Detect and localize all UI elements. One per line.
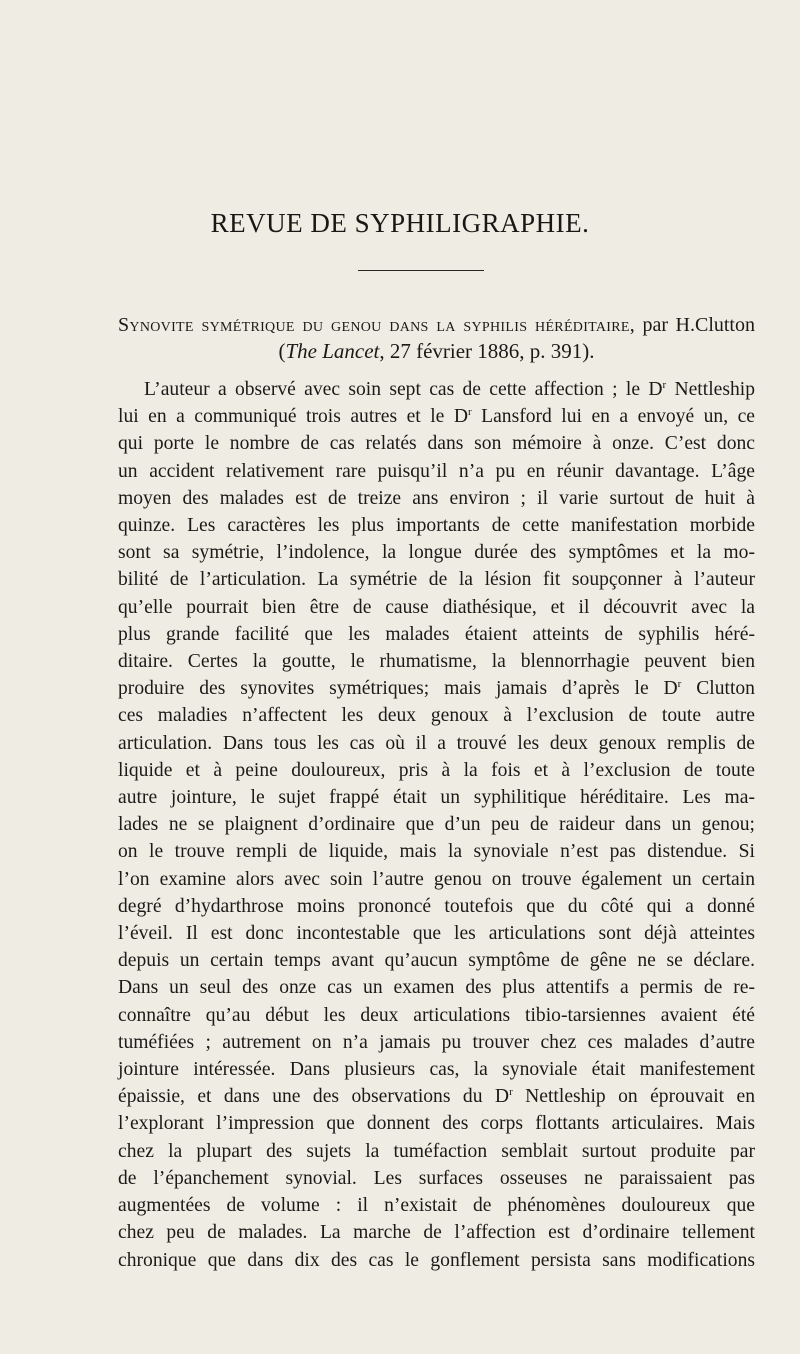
article-heading-line (118, 312, 755, 338)
body-line: produire des synovites symétriques; mais jamais d’après le $D^r$ Clutton (118, 678, 755, 700)
body-line: tuméfiées ; autrement on n’a jamais pu trouver chez ces malades d’autre (118, 1031, 755, 1053)
article-heading (118, 312, 755, 364)
body-line: on le trouve rempli de liquide, mais la synoviale n’est pas distendue. Si (118, 841, 755, 863)
body-line: L’auteur a observé avec soin sept cas de cette affection ; le $D^r$ Nettleship (144, 379, 755, 400)
title-rule (358, 270, 484, 271)
body-line: chez la plupart des sujets la tuméfaction semblait surtout produite par (118, 1140, 755, 1162)
body-line: autre jointure, le sujet frappé était un syphilitique héréditaire. Les ma- (118, 787, 755, 809)
page-title: REVUE DE SYPHILIGRAPHIE. (210, 208, 590, 238)
body-line: chez peu de malades. La marche de l’affection est d’ordinaire tellement (118, 1222, 755, 1244)
citation-details: , 27 février 1886, p. 391). (379, 339, 595, 363)
body-line: ces maladies n’affectent les deux genoux à l’exclusion de toute autre (118, 705, 755, 727)
body-line: quinze. Les caractères les plus importants de cette manifestation morbide (118, 515, 755, 537)
body-line: sont sa symétrie, l’indolence, la longue durée des symptômes et la mo- (118, 542, 755, 564)
body-line: ditaire. Certes la goutte, le rhumatisme, la blennorrhagie peuvent bien (118, 651, 755, 673)
body-line: depuis un certain temps avant qu’aucun symptôme de gêne ne se déclare. (118, 950, 755, 972)
article-citation (118, 338, 755, 364)
body-line: jointure intéressée. Dans plusieurs cas, la synoviale était manifestement (118, 1059, 755, 1081)
body-line: augmentées de volume : il n’existait de phénomènes douloureux que (118, 1195, 755, 1217)
article-heading-author: par H.Clutton (642, 314, 755, 336)
body-line: épaissie, et dans une des observations du $D^r$ Nettleship on éprouvait en (118, 1086, 755, 1108)
body-line: l’éveil. Il est donc incontestable que les articulations sont déjà atteintes (118, 923, 755, 945)
body-line: l’explorant l’impression que donnent des corps flottants articulaires. Mais (118, 1113, 755, 1135)
body-line: moyen des malades est de treize ans environ ; il varie surtout de huit à (118, 487, 755, 509)
body-line: qu’elle pourrait bien être de cause diathésique, et il découvrit avec la (118, 596, 755, 618)
body-line: connaître qu’au début les deux articulations tibio-tarsiennes avaient été (118, 1004, 755, 1026)
body-line: de l’épanchement synovial. Les surfaces osseuses ne paraissaient pas (118, 1167, 755, 1189)
body-line: qui porte le nombre de cas relatés dans son mémoire à onze. C’est donc (118, 433, 755, 455)
citation-open: ( (278, 339, 286, 363)
article-heading-title: Synovite symétrique du genou dans la syphilis héréditaire, (118, 314, 636, 336)
body-line: bilité de l’articulation. La symétrie de la lésion fit soupçonner à l’auteur (118, 569, 755, 591)
citation-journal: The Lancet (285, 339, 380, 363)
body-line: l’on examine alors avec soin l’autre genou on trouve également un certain (118, 868, 755, 890)
article-body (118, 376, 755, 1274)
body-line: lui en a communiqué trois autres et le $D^r$ Lansford lui en a envoyé un, ce (118, 406, 755, 428)
body-line: Dans un seul des onze cas un examen des plus attentifs a permis de re- (118, 977, 755, 999)
body-line: chronique que dans dix des cas le gonflement persista sans modifications (118, 1249, 755, 1271)
body-line: degré d’hydarthrose moins prononcé toutefois que du côté qui a donné (118, 895, 755, 917)
body-line: un accident relativement rare puisqu’il n’a pu en réunir davantage. L’âge (118, 460, 755, 482)
body-line: articulation. Dans tous les cas où il a trouvé les deux genoux remplis de (118, 732, 755, 754)
body-paragraph (118, 376, 755, 1274)
body-line: liquide et à peine douloureux, pris à la fois et à l’exclusion de toute (118, 759, 755, 781)
body-line: plus grande facilité que les malades étaient atteints de syphilis héré- (118, 623, 755, 645)
body-line: lades ne se plaignent d’ordinaire que d’un peu de raideur dans un genou; (118, 814, 755, 836)
